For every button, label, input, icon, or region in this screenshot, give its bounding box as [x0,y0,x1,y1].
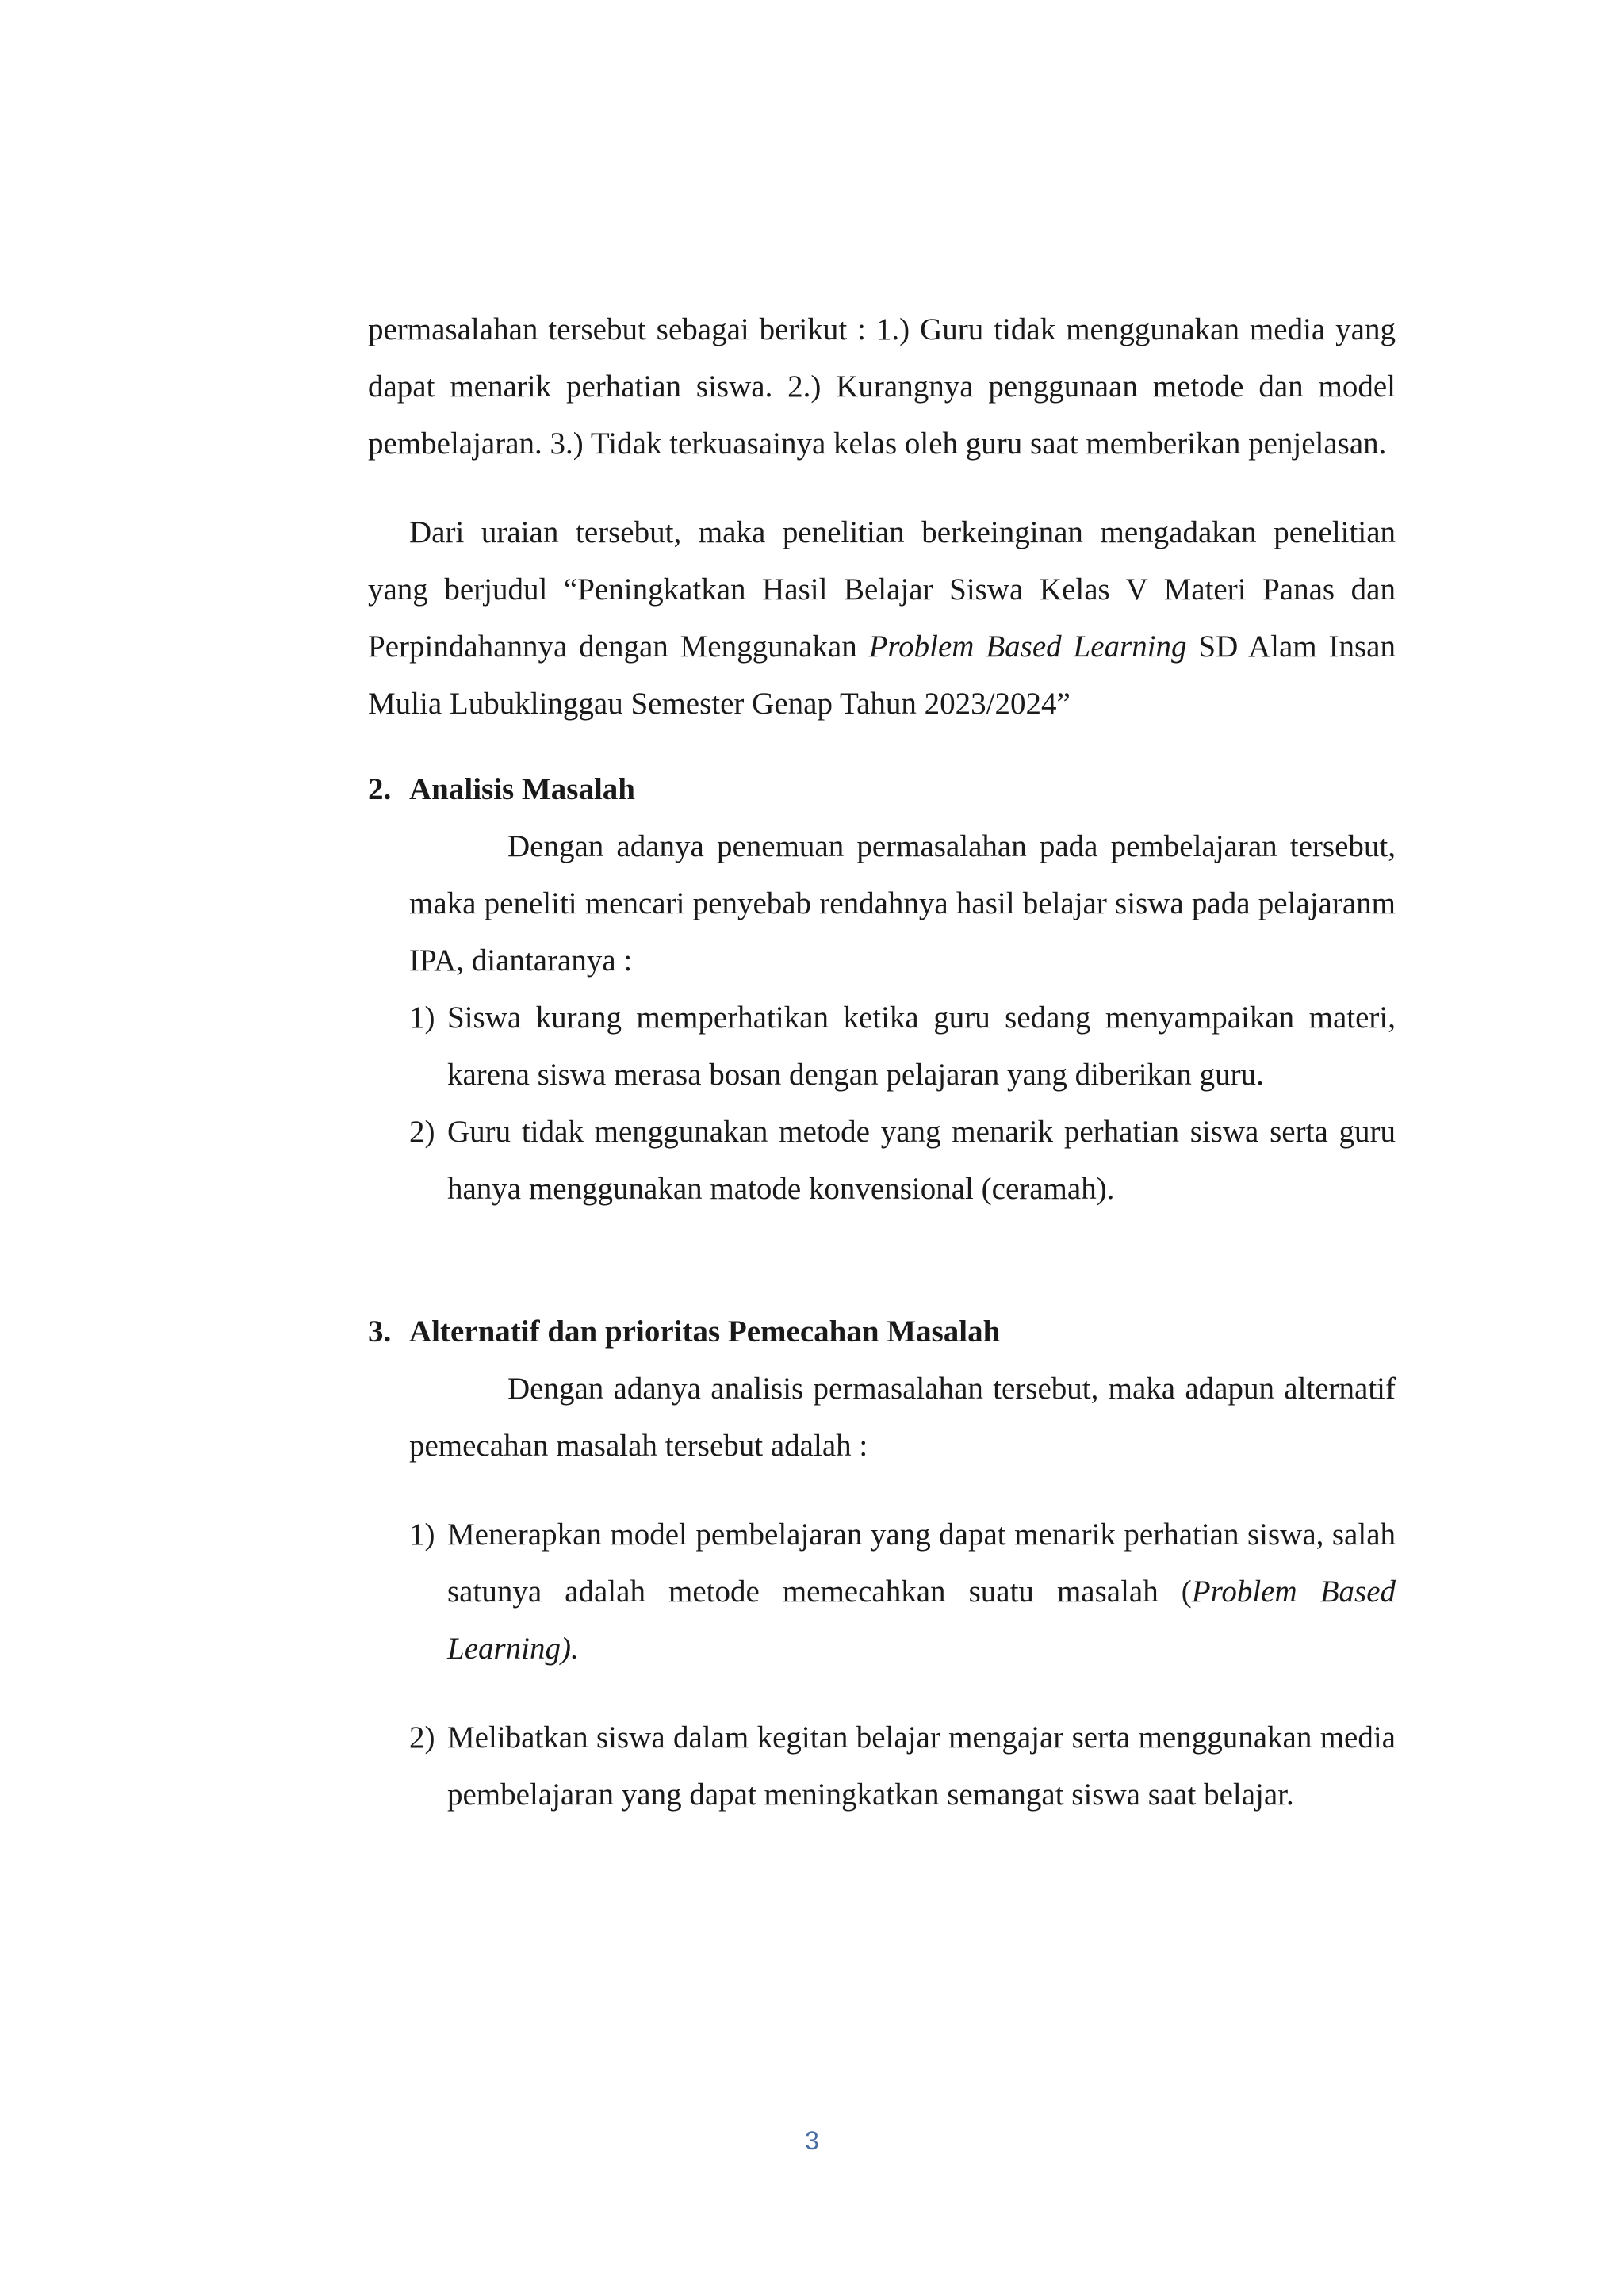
list-item [409,1104,1396,1218]
section-3-heading [368,1303,1396,1360]
list-item [409,1506,1396,1678]
section-2-title: Analisis Masalah [409,772,635,806]
section-2-body [368,818,1396,1218]
list-item-text: Melibatkan siswa dalam kegitan belajar mengajar serta menggunakan media pembelajaran yang dapat meningkatkan semangat siswa saat belajar. [447,1720,1396,1812]
section-2-number: 2. [368,772,392,806]
list-marker: 2) [409,1115,435,1149]
section-3-number: 3. [368,1314,392,1349]
list-marker: 1) [409,1001,435,1035]
intro-paragraph-2-text: Dari uraian tersebut, maka penelitian berkeinginan mengadakan penelitian yang berjudul “Peningkatkan Hasil Belajar Siswa Kelas V Materi Panas dan Perpindahannya dengan Menggunakan [368,515,1396,664]
list-marker: 2) [409,1720,435,1755]
list-item-text-italic: Problem Based Learning). [447,1575,1396,1666]
page-content [368,301,1396,1823]
list-item-text-part: Menerapkan model pembelajaran yang dapat menarik perhatian siswa, salah satunya adalah metode memecahkan suatu masalah ( [447,1517,1396,1609]
list-item-text: Siswa kurang memperhatikan ketika guru sedang menyampaikan materi, karena siswa merasa bosan dengan pelajaran yang diberikan guru. [447,1001,1396,1092]
intro-paragraph-2 [368,504,1396,733]
page-number: 3 [805,2126,819,2155]
section-2-lead: Dengan adanya penemuan permasalahan pada pembelajaran tersebut, maka peneliti mencari penyebab rendahnya hasil belajar siswa pada pelajaranm IPA, diantaranya : [409,829,1396,978]
intro-paragraph-2-italic: Problem Based Learning [868,629,1187,664]
list-item [409,1709,1396,1823]
intro-paragraph-1: permasalahan tersebut sebagai berikut : 1.) Guru tidak menggunakan media yang dapat menarik perhatian siswa. 2.) Kurangnya penggunaan metode dan model pembelajaran. 3.) Tidak terkuasainya kelas oleh guru saat memberikan penjelasan. [368,312,1396,461]
intro-paragraph-2-text-end: SD Alam Insan Mulia Lubuklinggau Semester Genap Tahun 2023/2024” [368,629,1396,721]
section-3-body [368,1360,1396,1823]
section-3-lead: Dengan adanya analisis permasalahan tersebut, maka adapun alternatif pemecahan masalah tersebut adalah : [409,1372,1396,1463]
list-item-text: Guru tidak menggunakan metode yang menarik perhatian siswa serta guru hanya menggunakan matode konvensional (ceramah). [447,1115,1396,1206]
list-item [409,989,1396,1104]
list-marker: 1) [409,1517,435,1552]
section-3-title: Alternatif dan prioritas Pemecahan Masalah [409,1314,1001,1349]
list-item-text [447,1506,1396,1678]
section-2-heading [368,761,1396,818]
